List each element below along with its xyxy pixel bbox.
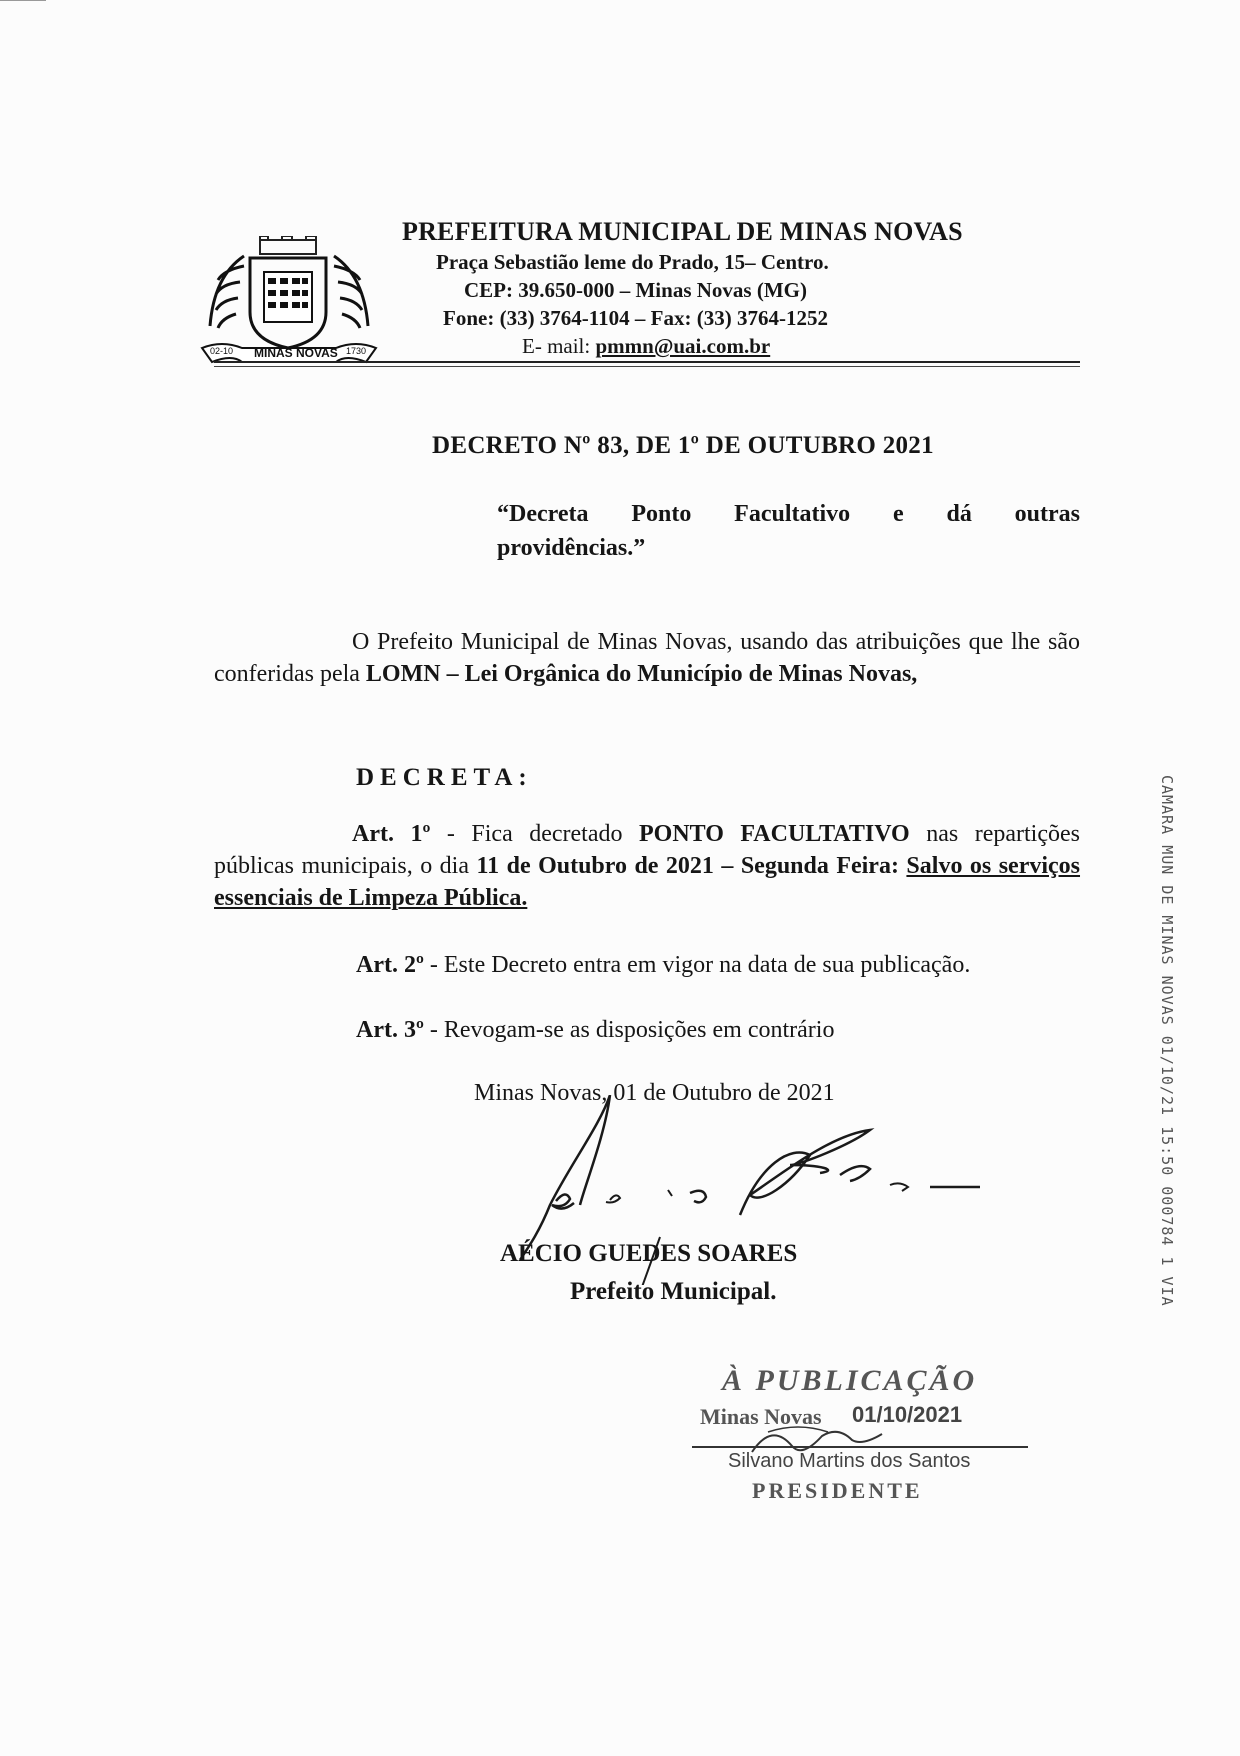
stamp-place: Minas Novas xyxy=(700,1404,822,1429)
preamble-paragraph xyxy=(214,626,1080,690)
article-1-text-b: nas repartições públicas municipais, o dia xyxy=(214,821,1080,879)
article-1-label: Art. 1º xyxy=(352,821,431,847)
stamp-title: À PUBLICAÇÃO xyxy=(722,1364,978,1397)
scan-edge-mark xyxy=(0,0,46,1)
email-label: E- mail: xyxy=(522,334,596,358)
place-and-date: Minas Novas, 01 de Outubro de 2021 xyxy=(474,1080,835,1106)
article-1-bold-a: PONTO FACULTATIVO xyxy=(639,821,910,847)
header-divider xyxy=(214,361,1080,363)
ementa-line-2: providências.” xyxy=(497,535,646,561)
org-cep: CEP: 39.650-000 – Minas Novas (MG) xyxy=(464,278,807,302)
crest-ribbon-text: MINAS NOVAS xyxy=(254,346,338,360)
email-link[interactable]: pmmn@uai.com.br xyxy=(595,334,771,358)
article-1 xyxy=(214,818,1080,914)
article-2 xyxy=(356,952,970,979)
article-3-label: Art. 3º xyxy=(356,1017,424,1043)
stamp-date: 01/10/2021 xyxy=(852,1402,963,1427)
article-1-exception: Salvo os serviços essenciais de Limpeza Pública. xyxy=(214,853,1081,911)
ementa-line-1: “Decreta Ponto Facultativo e dá outras xyxy=(497,501,1080,527)
org-address: Praça Sebastião leme do Prado, 15– Centro. xyxy=(436,250,829,274)
decree-title: DECRETO Nº 83, DE 1º DE OUTUBRO 2021 xyxy=(432,432,934,459)
org-email-line xyxy=(380,332,1080,360)
article-3 xyxy=(356,1017,834,1044)
decreta-heading: DECRETA: xyxy=(356,764,533,791)
stamp-name: Silvano Martins dos Santos xyxy=(728,1450,971,1472)
signer-role: Prefeito Municipal. xyxy=(570,1278,777,1305)
preamble-law-reference: LOMN – Lei Orgânica do Município de Minas Novas, xyxy=(365,661,918,687)
decree-ementa xyxy=(497,497,1080,565)
protocol-mark: CAMARA MUN DE MINAS NOVAS 01/10/21 15:50 000784 1 VIA xyxy=(1158,775,1176,1307)
org-phone: Fone: (33) 3764-1104 – Fax: (33) 3764-1252 xyxy=(443,306,828,330)
article-2-text: - Este Decreto entra em vigor na data de sua publicação. xyxy=(423,952,971,978)
article-1-bold-b: 11 de Outubro de 2021 – Segunda Feira: xyxy=(476,853,899,879)
stamp-signature-line xyxy=(692,1446,1028,1448)
article-2-label: Art. 2º xyxy=(356,952,424,978)
municipal-crest-logo xyxy=(200,236,378,378)
crest-left-date: 02-10 xyxy=(210,346,234,356)
article-3-text: - Revogam-se as disposições em contrário xyxy=(423,1017,835,1043)
org-name: PREFEITURA MUNICIPAL DE MINAS NOVAS xyxy=(402,217,963,246)
header-divider-thin xyxy=(214,366,1080,367)
stamp-role: PRESIDENTE xyxy=(752,1478,923,1503)
letterhead xyxy=(380,216,1080,360)
crest-right-year: 1730 xyxy=(346,346,367,356)
signer-name: AÉCIO GUEDES SOARES xyxy=(500,1240,798,1267)
article-1-text-a: - Fica decretado xyxy=(430,821,639,847)
publication-stamp xyxy=(692,1364,1028,1514)
preamble-text: O Prefeito Municipal de Minas Novas, usando das atribuições que lhe são conferidas pela xyxy=(214,629,1080,687)
